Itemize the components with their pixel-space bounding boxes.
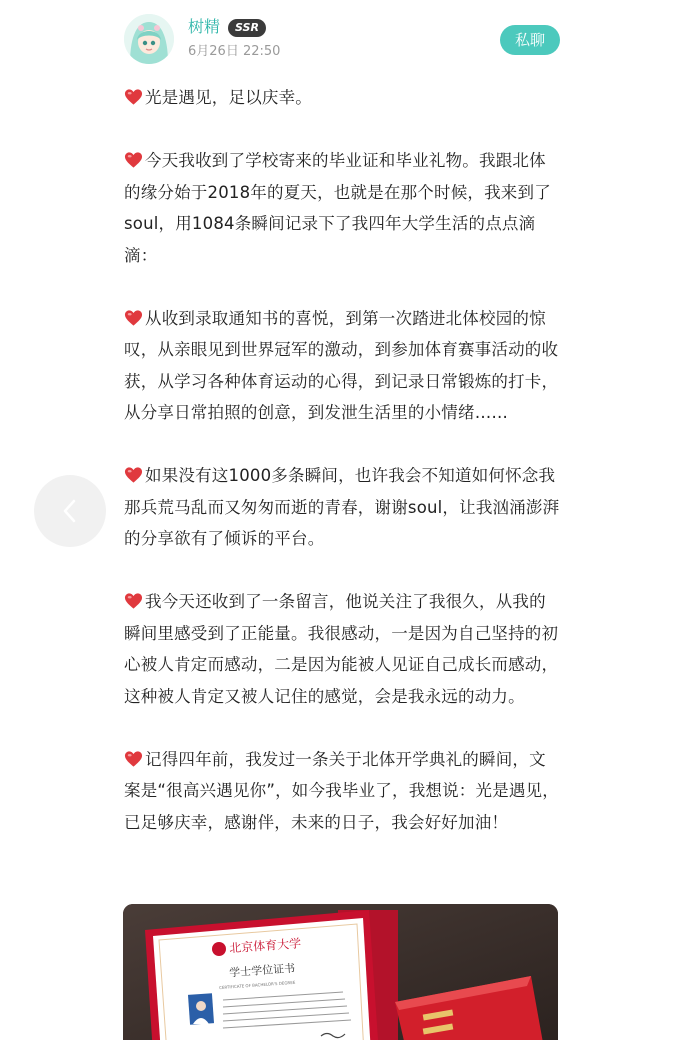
university-name: 北京体育大学 [228,936,302,956]
paragraph-text: 如果没有这1000多条瞬间，也许我会不知道如何怀念我那兵荒马乱而又匆匆而逝的青春，谢谢soul，让我汹涌澎湃的分享欲有了倾诉的平台。 [124,466,560,548]
heart-icon [124,750,143,768]
certificate-title: 学士学位证书 [228,961,296,980]
paragraph-1 [124,82,560,114]
certificate-subtitle: CERTIFICATE OF BACHELOR'S DEGREE [218,979,296,991]
paragraph-2 [124,145,560,271]
avatar[interactable] [124,14,174,64]
post-timestamp: 6月26日 22:50 [188,44,281,59]
back-button[interactable] [34,475,106,547]
post-header [124,14,560,66]
author-name[interactable]: 树精 [188,17,221,36]
heart-icon [124,466,143,484]
paragraph-text: 今天我收到了学校寄来的毕业证和毕业礼物。我跟北体的缘分始于2018年的夏天，也就是在那个时候，我来到了soul，用1084条瞬间记录下了我四年大学生活的点点滴滴： [124,151,551,265]
paragraph-text: 记得四年前，我发过一条关于北体开学典礼的瞬间，文案是“很高兴遇见你”，如今我毕业了，我想说：光是遇见，已足够庆幸，感谢伴，未来的日子，我会好好加油！ [124,749,559,832]
paragraph-text: 从收到录取通知书的喜悦，到第一次踏进北体校园的惊叹，从亲眼见到世界冠军的激动，到参加体育赛事活动的收获，从学习各种体育运动的心得，到记录日常锻炼的打卡，从分享日常拍照的创意，到发泄生活里的小情绪…… [124,308,559,422]
heart-icon [124,88,143,106]
private-message-button[interactable]: 私聊 [500,25,560,55]
paragraph-text: 光是遇见，足以庆幸。 [145,88,312,107]
paragraph-text: 我今天还收到了一条留言，他说关注了我很久，从我的瞬间里感受到了正能量。我很感动，一是因为自己坚持的初心被人肯定而感动，二是因为能被人见证自己成长而感动，这种被人肯定又被人记住的感觉，会是我永远的动力。 [124,592,559,706]
paragraph-5 [124,586,560,712]
heart-icon [124,309,143,327]
heart-icon [124,592,143,610]
heart-icon [124,151,143,169]
post-content [124,82,560,870]
paragraph-4 [124,460,560,555]
post-photo[interactable] [123,904,558,1040]
chevron-left-icon [58,497,82,525]
paragraph-6 [124,744,560,839]
paragraph-3 [124,303,560,429]
ssr-badge: SSR [228,19,266,37]
